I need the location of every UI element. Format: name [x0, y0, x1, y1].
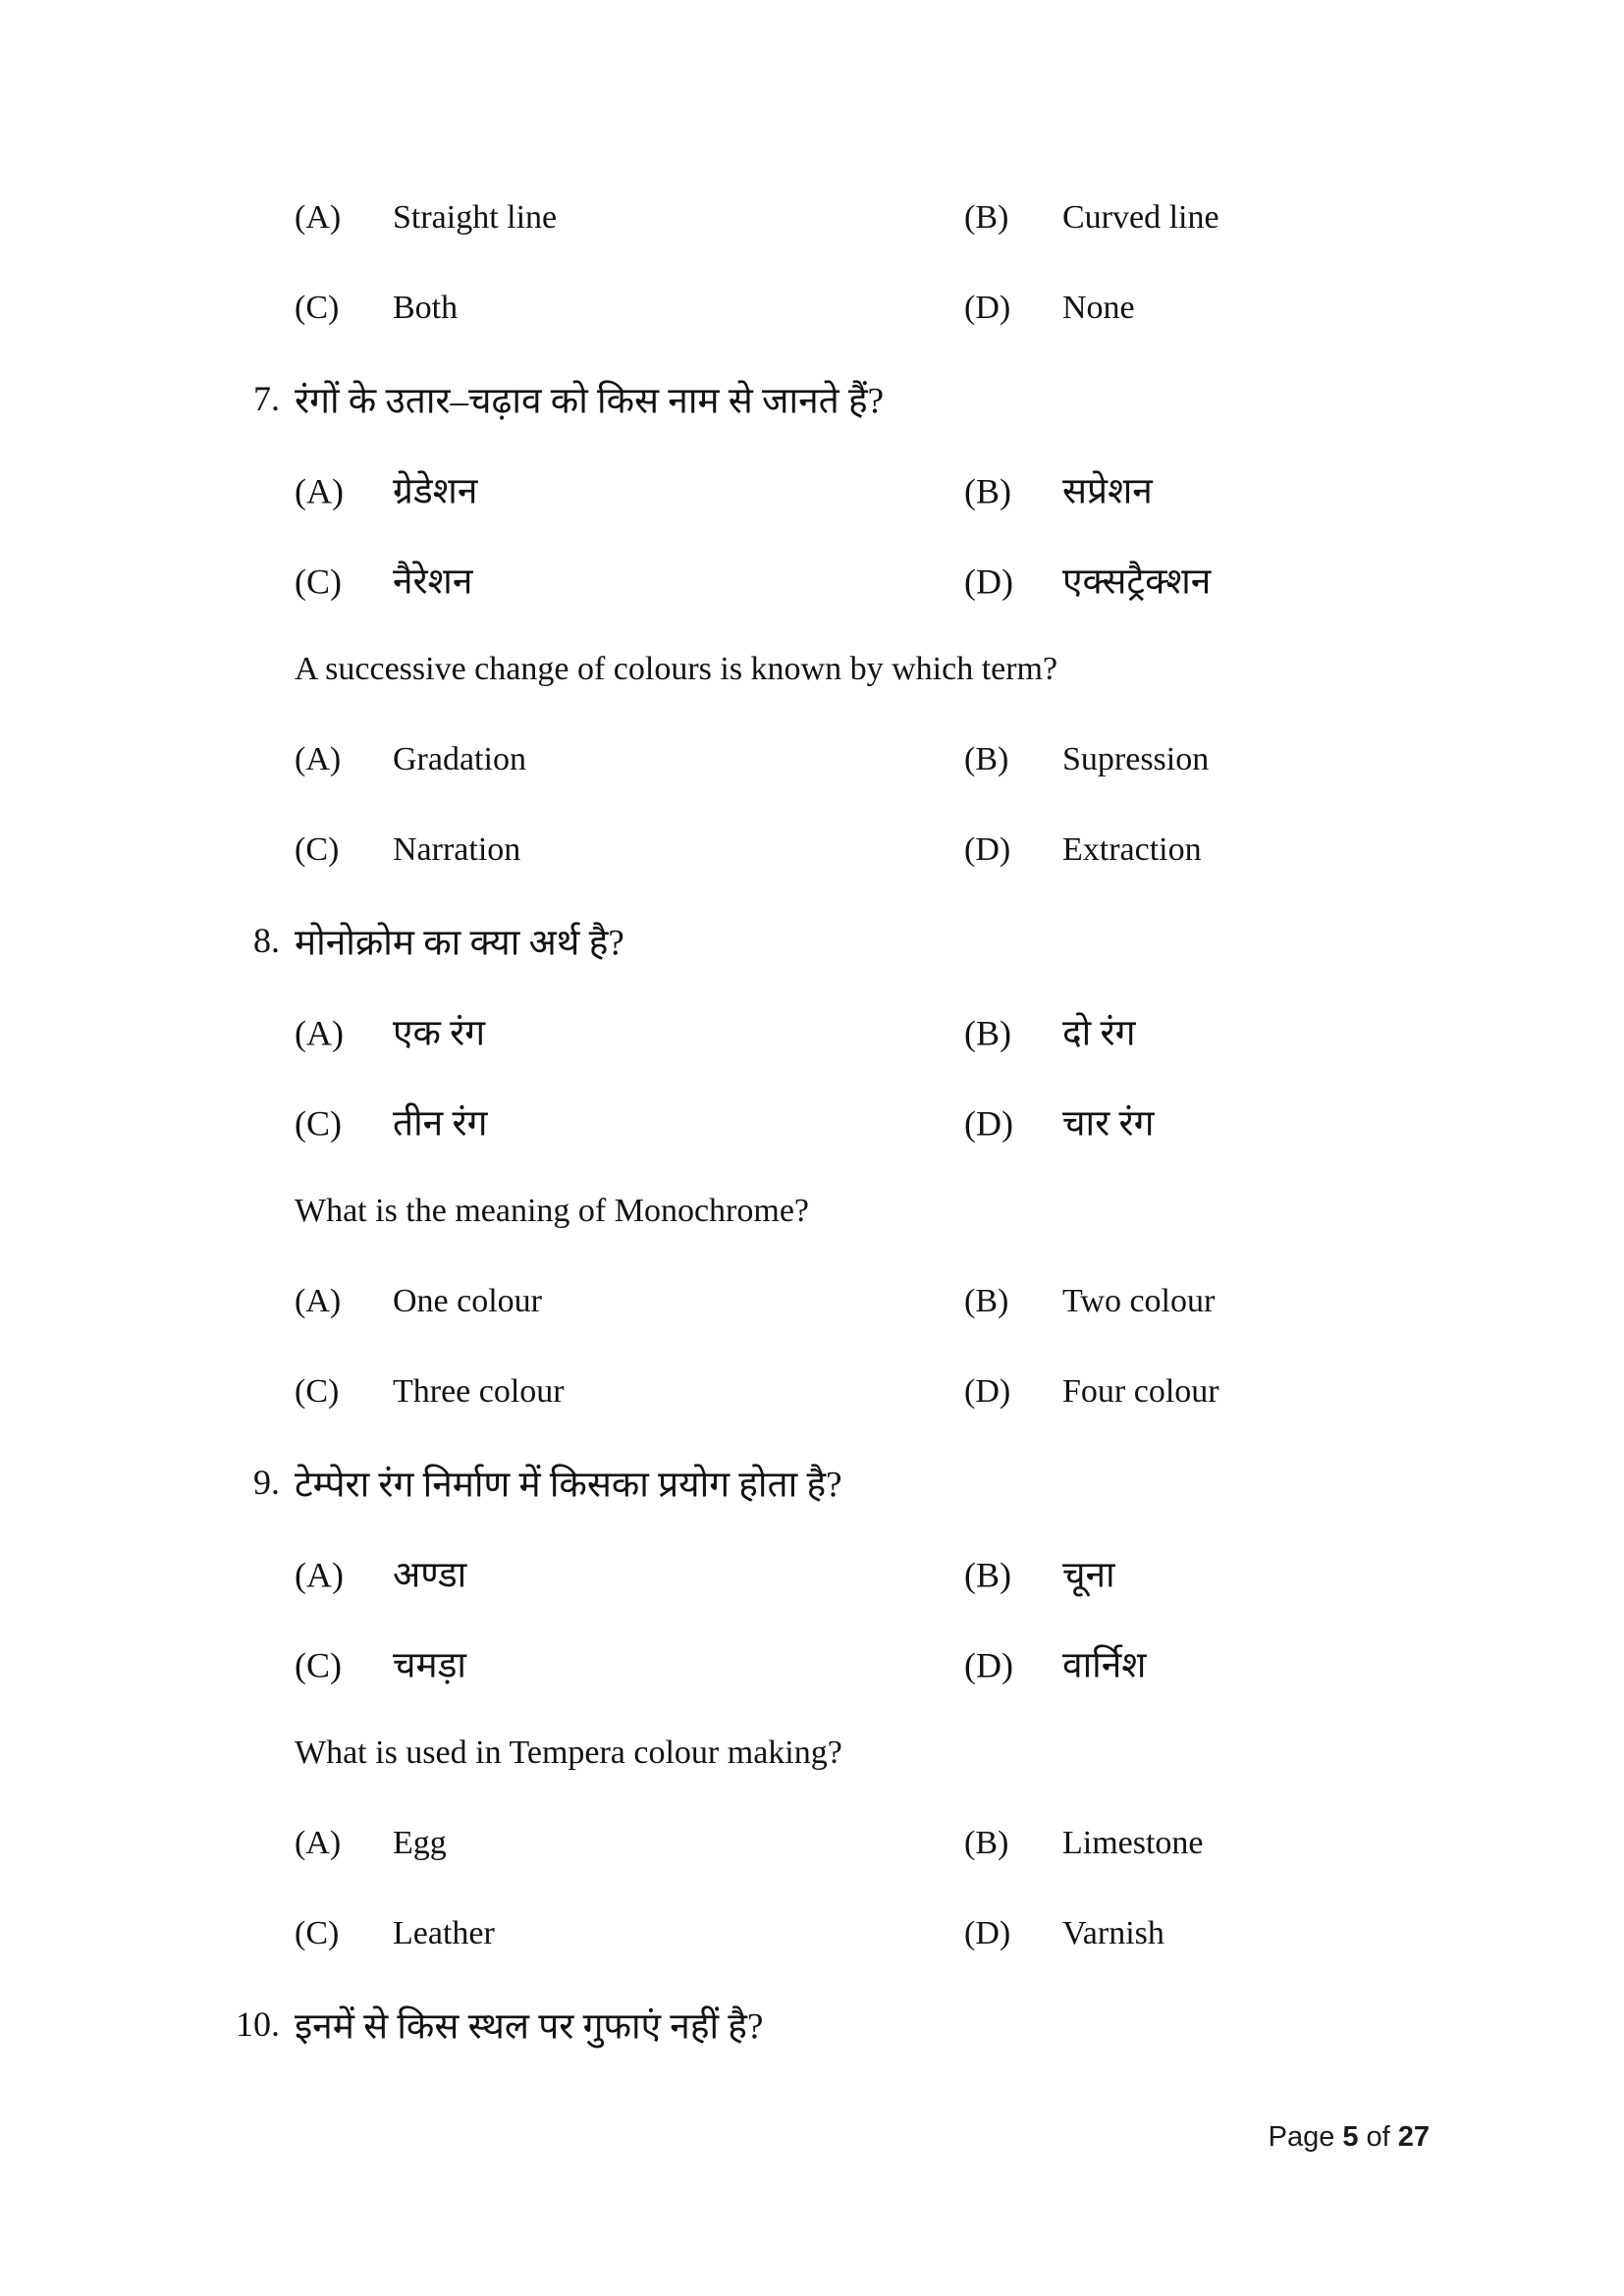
- answer-options-row: [0, 534, 1624, 624]
- option-label: (C): [295, 1373, 340, 1410]
- question-row-9-english: [0, 1708, 1624, 1798]
- option-text: तीन रंग: [393, 1103, 488, 1145]
- option-label: (A): [295, 1825, 342, 1861]
- answer-options-row: [0, 1618, 1624, 1708]
- option-text: Leather: [393, 1915, 495, 1951]
- option-label: (A): [295, 1283, 342, 1319]
- footer-label-of: of: [1366, 2121, 1390, 2153]
- option-label: (D): [964, 1103, 1013, 1144]
- option-a: [295, 1548, 466, 1598]
- option-d: [964, 1915, 1164, 1952]
- question-row-8-english: [0, 1166, 1624, 1256]
- option-text: Gradation: [393, 741, 526, 777]
- option-text: Two colour: [1062, 1283, 1216, 1319]
- option-text: None: [1062, 290, 1135, 326]
- question-row-8-hindi: [0, 895, 1624, 986]
- option-label: (C): [295, 1103, 342, 1144]
- option-a: [295, 1283, 542, 1320]
- option-d: [964, 290, 1135, 327]
- question-text-english: What is used in Tempera colour making?: [295, 1735, 842, 1771]
- option-label: (D): [964, 1373, 1011, 1410]
- question-number: 8.: [253, 921, 280, 960]
- option-d: [964, 1373, 1219, 1411]
- option-text: दो रंग: [1062, 1013, 1136, 1054]
- option-a: [295, 199, 557, 237]
- question-row-7-english: [0, 624, 1624, 715]
- option-label: (A): [295, 199, 342, 236]
- answer-options-row: [0, 986, 1624, 1076]
- question-row-9-hindi: [0, 1437, 1624, 1527]
- option-text: Curved line: [1062, 199, 1219, 236]
- option-text: वार्निश: [1062, 1645, 1147, 1686]
- question-number: 9.: [253, 1463, 280, 1502]
- answer-options-row: [0, 1347, 1624, 1437]
- option-label: (B): [964, 1555, 1011, 1595]
- question-number: 10.: [236, 2004, 280, 2044]
- question-row-7-hindi: [0, 353, 1624, 444]
- answer-options-row: [0, 715, 1624, 805]
- footer-label-page: Page: [1268, 2121, 1335, 2153]
- option-b: [964, 1006, 1135, 1056]
- question-text-hindi: इनमें से किस स्थल पर गुफाएं नहीं है?: [295, 2006, 764, 2048]
- option-d: [964, 831, 1202, 869]
- questions-content: [0, 173, 1624, 2069]
- answer-options-row: [0, 263, 1624, 353]
- option-b: [964, 199, 1219, 237]
- option-text: Narration: [393, 831, 521, 868]
- option-a: [295, 1825, 447, 1862]
- option-label: (C): [295, 1915, 340, 1951]
- option-label: (A): [295, 471, 344, 511]
- question-text-english: A successive change of colours is known by which term?: [295, 651, 1058, 687]
- option-d: [964, 1638, 1146, 1688]
- option-c: [295, 831, 520, 869]
- option-c: [295, 1638, 466, 1688]
- option-c: [295, 1096, 487, 1147]
- option-c: [295, 1915, 495, 1952]
- question-text-hindi: मोनोक्रोम का क्या अर्थ है?: [295, 923, 624, 964]
- option-label: (A): [295, 1555, 344, 1595]
- option-label: (A): [295, 741, 342, 777]
- option-b: [964, 741, 1209, 778]
- option-a: [295, 1006, 485, 1056]
- answer-options-row: [0, 173, 1624, 263]
- answer-options-row: [0, 1889, 1624, 1979]
- option-text: Three colour: [393, 1373, 565, 1410]
- answer-options-row: [0, 805, 1624, 895]
- question-text-hindi: टेम्पेरा रंग निर्माण में किसका प्रयोग होता है?: [295, 1465, 842, 1506]
- option-text: सप्रेशन: [1062, 471, 1153, 512]
- option-d: [964, 555, 1211, 605]
- option-b: [964, 464, 1153, 514]
- option-text: Supression: [1062, 741, 1210, 777]
- option-label: (C): [295, 1645, 342, 1685]
- option-label: (C): [295, 290, 340, 326]
- option-text: अण्डा: [393, 1555, 467, 1596]
- option-text: Extraction: [1062, 831, 1202, 868]
- option-a: [295, 464, 477, 514]
- option-text: एक्सट्रैक्शन: [1062, 561, 1212, 603]
- option-label: (D): [964, 1645, 1013, 1685]
- option-label: (B): [964, 1013, 1011, 1053]
- option-label: (D): [964, 831, 1011, 868]
- option-text: चार रंग: [1062, 1103, 1155, 1145]
- answer-options-row: [0, 1076, 1624, 1166]
- answer-options-row: [0, 1256, 1624, 1347]
- option-label: (D): [964, 1915, 1011, 1951]
- option-label: (A): [295, 1013, 344, 1053]
- option-text: Straight line: [393, 199, 558, 236]
- option-text: Both: [393, 290, 459, 326]
- option-c: [295, 1373, 565, 1411]
- option-b: [964, 1548, 1115, 1598]
- option-label: (C): [295, 831, 340, 868]
- page-footer: [1269, 2121, 1430, 2154]
- question-text-english: What is the meaning of Monochrome?: [295, 1193, 810, 1229]
- option-label: (C): [295, 561, 342, 602]
- option-text: Limestone: [1062, 1825, 1204, 1861]
- option-d: [964, 1096, 1154, 1147]
- option-text: Four colour: [1062, 1373, 1219, 1410]
- answer-options-row: [0, 1527, 1624, 1618]
- question-text-hindi: रंगों के उतार–चढ़ाव को किस नाम से जानते हैं?: [295, 381, 885, 422]
- option-text: चूना: [1062, 1555, 1115, 1596]
- option-text: चमड़ा: [393, 1645, 466, 1686]
- option-c: [295, 555, 472, 605]
- question-number: 7.: [253, 379, 280, 418]
- option-text: नैरेशन: [393, 561, 473, 603]
- option-a: [295, 741, 526, 778]
- option-label: (B): [964, 1283, 1009, 1319]
- option-b: [964, 1825, 1204, 1862]
- option-text: Varnish: [1062, 1915, 1164, 1951]
- footer-page-total: 27: [1397, 2121, 1430, 2153]
- option-text: One colour: [393, 1283, 543, 1319]
- option-b: [964, 1283, 1215, 1320]
- answer-options-row: [0, 444, 1624, 534]
- option-text: एक रंग: [393, 1013, 486, 1054]
- option-text: Egg: [393, 1825, 447, 1861]
- option-label: (B): [964, 199, 1009, 236]
- option-text: ग्रेडेशन: [393, 471, 478, 512]
- option-label: (B): [964, 1825, 1009, 1861]
- option-label: (B): [964, 471, 1011, 511]
- option-label: (D): [964, 561, 1013, 602]
- option-label: (D): [964, 290, 1011, 326]
- option-label: (B): [964, 741, 1009, 777]
- question-row-10-hindi: [0, 1979, 1624, 2069]
- footer-page-number: 5: [1342, 2121, 1359, 2153]
- answer-options-row: [0, 1798, 1624, 1889]
- option-c: [295, 290, 458, 327]
